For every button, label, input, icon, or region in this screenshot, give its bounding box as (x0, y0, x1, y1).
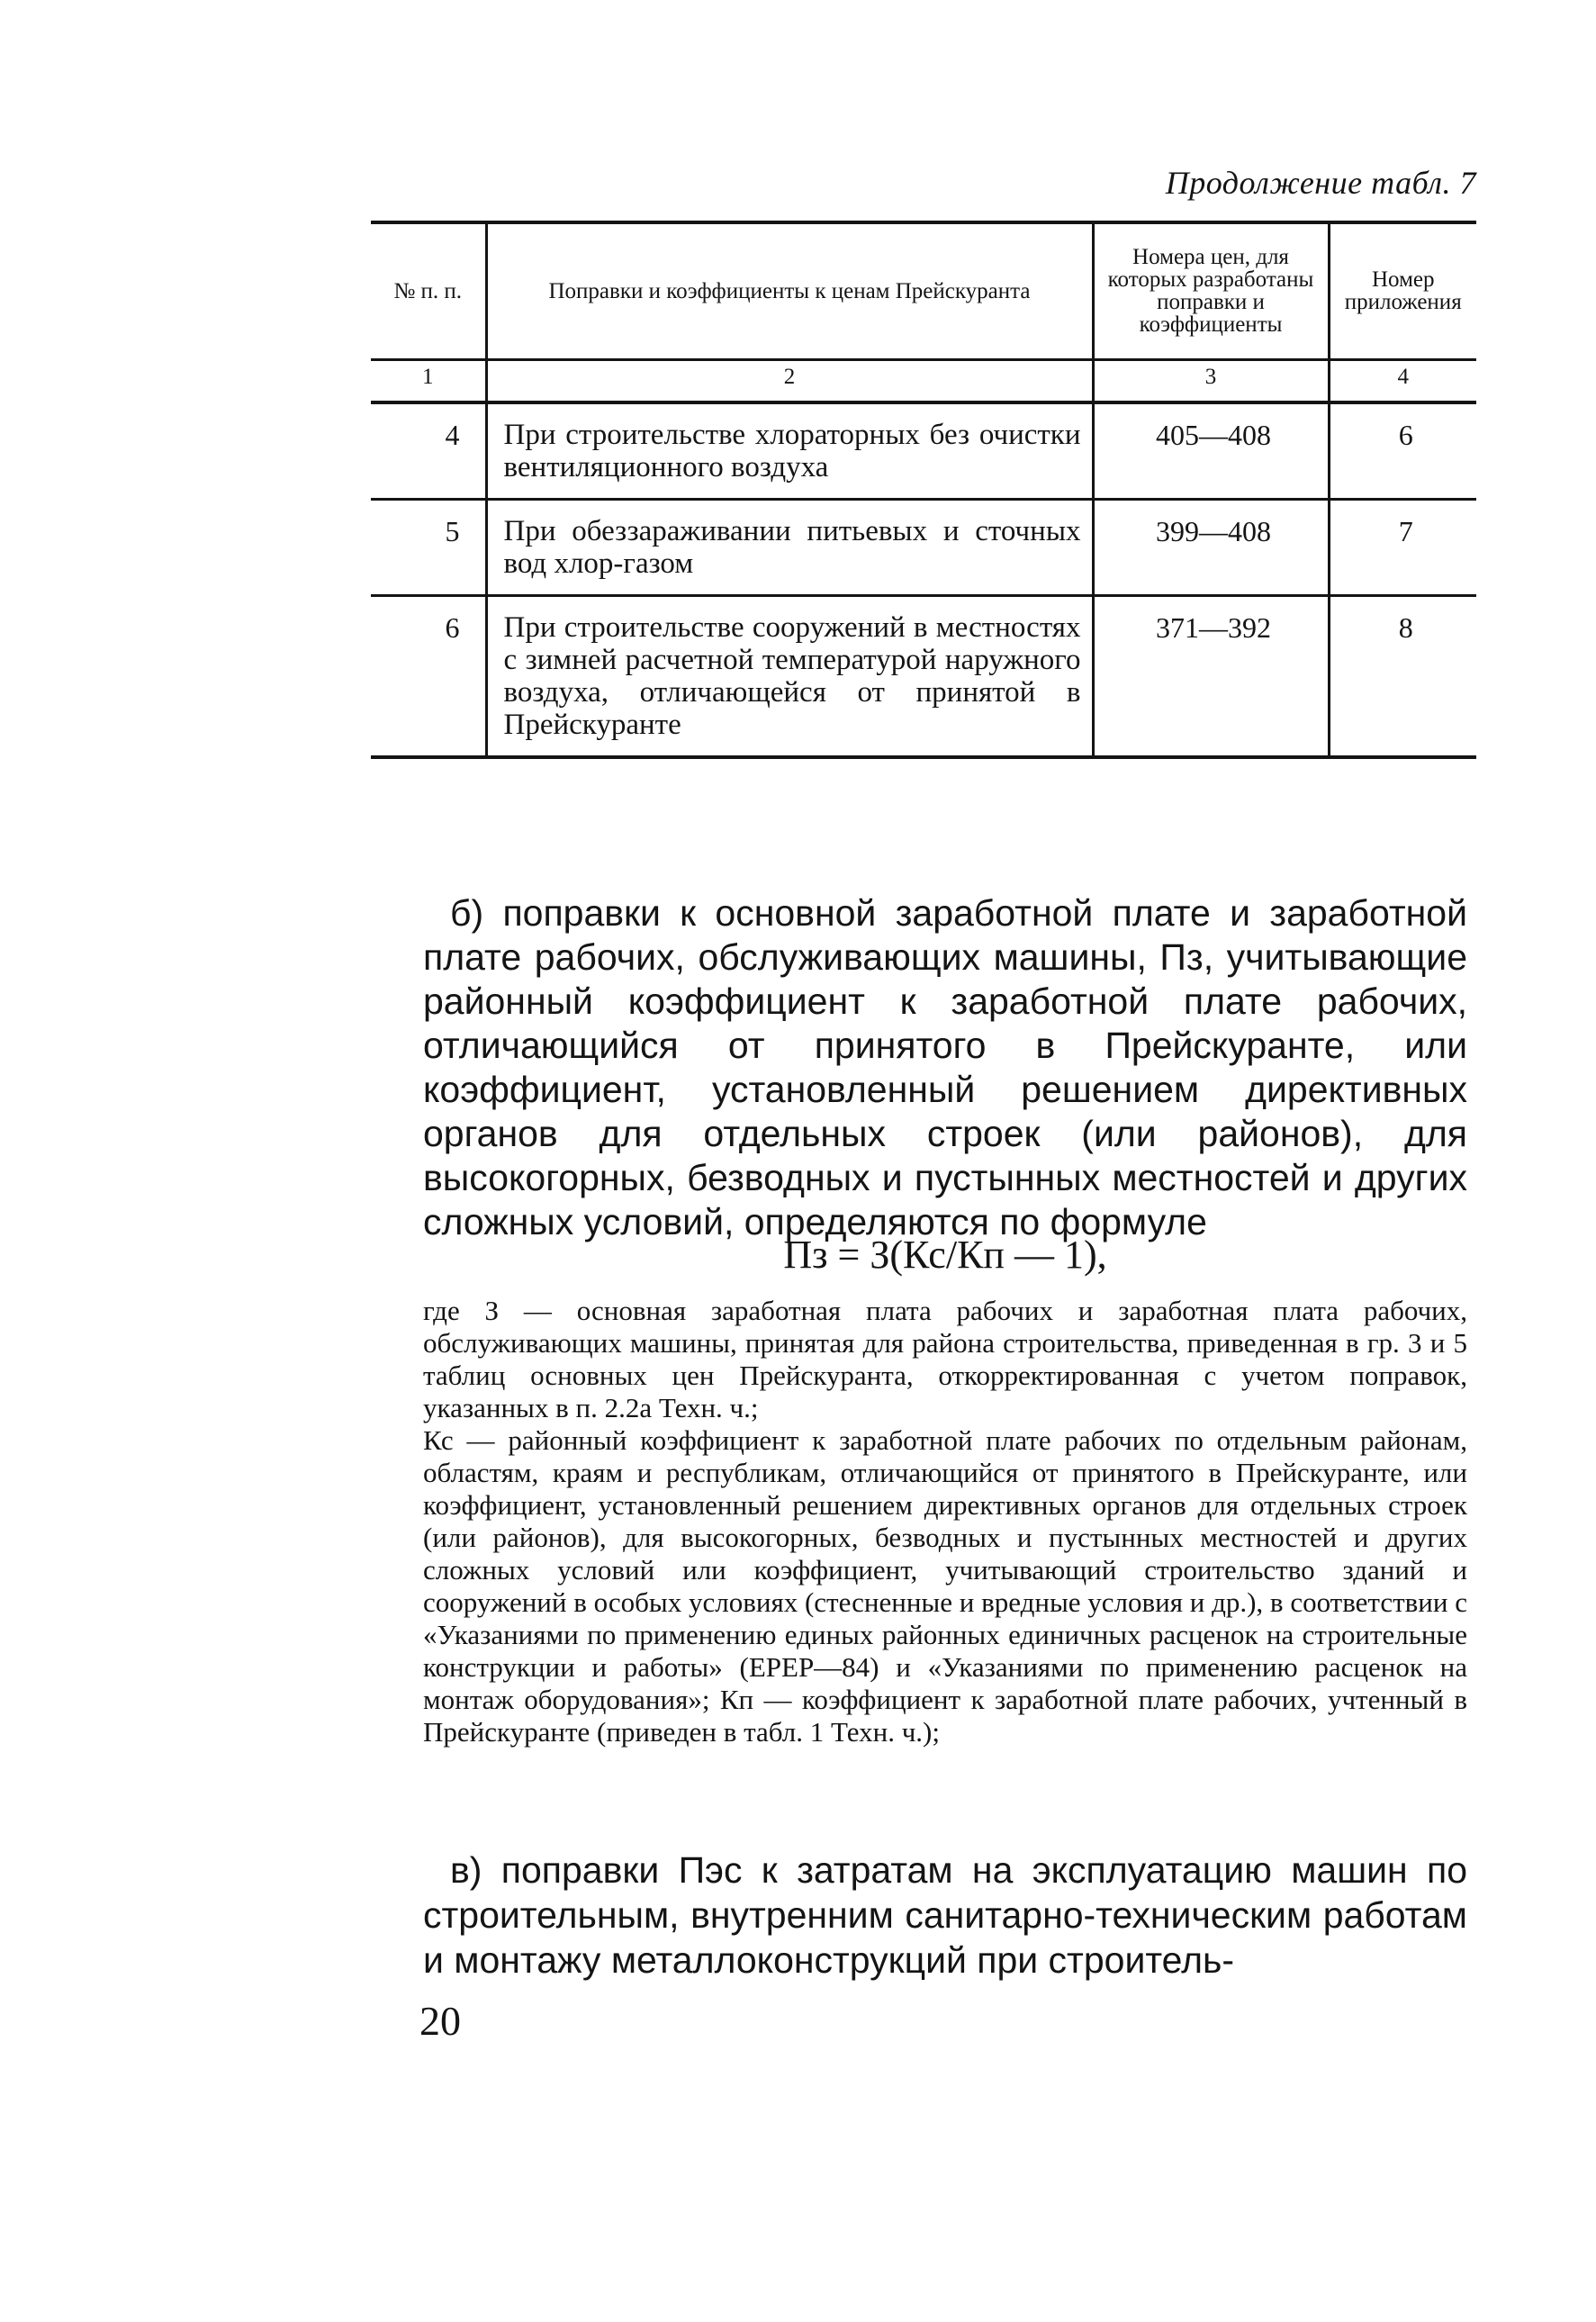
table-continuation-caption: Продолжение табл. 7 (1165, 165, 1476, 201)
row-number: 5 (371, 500, 486, 596)
column-header-corrections: Поправки и коэффициенты к ценам Прейскуранта (486, 222, 1093, 359)
paragraph-b: б) поправки к основной заработной плате и заработной плате рабочих, обслуживающих машины, Пз, учитывающие районный коэффициент к заработной плате рабочих, отличающийся от принятого в Прейскуранте, или коэффициент, установленный решением директивных органов для отдельных строек (или районов), для высокогорных, безводных и пустынных местностей и других сложных условий, определяются по формуле (423, 892, 1467, 1242)
table-header-row (371, 222, 1476, 359)
row-price-numbers: 399—408 (1093, 500, 1329, 596)
note-k-definition: Кс — районный коэффициент к заработной плате рабочих по отдельным районам, областям, краям и республикам, отличающийся от принятого в Прейскуранте, или коэффициент, установленный решением директивных органов для отдельных строек (или районов), для высокогорных, безводных и пустынных местностей и других сложных условий или коэффициент, учитывающий строительство зданий и сооружений в особых условиях (стесненные и вредные условия и др.), в соответствии с «Указаниями по применению единых районных единичных расценок на строительные конструкции и работы» (ЕРЕР—84) и «Указаниями по применению расценок на монтаж оборудования»; Кп — коэффициент к заработной плате рабочих, учтенный в Прейскуранте (приведен в табл. 1 Техн. ч.); (423, 1424, 1467, 1748)
row-price-numbers: 405—408 (1093, 402, 1329, 500)
row-appendix-number: 8 (1329, 596, 1476, 758)
column-number-3: 3 (1093, 359, 1329, 402)
table-column-numbers-row (371, 359, 1476, 402)
table-row (371, 596, 1476, 758)
row-number: 4 (371, 402, 486, 500)
row-number: 6 (371, 596, 486, 758)
column-header-price-numbers: Номера цен, для которых разработаны поправки и коэффициенты (1093, 222, 1329, 359)
column-number-4: 4 (1329, 359, 1476, 402)
table-row (371, 402, 1476, 500)
row-description: При строительстве сооружений в местностях с зимней расчетной температурой наружного воздуха, отличающейся от принятой в Прейскуранте (486, 596, 1093, 758)
prices-table (371, 221, 1476, 759)
row-description: При обеззараживании питьевых и сточных вод хлор-газом (486, 500, 1093, 596)
column-number-1: 1 (371, 359, 486, 402)
table-row (371, 500, 1476, 596)
formula-explanation (423, 1295, 1467, 1748)
note-z-definition: где З — основная заработная плата рабочих и заработная плата рабочих, обслуживающих машины, принятая для района строительства, приведенная в гр. 3 и 5 таблиц основных цен Прейскуранта, откорректированная с учетом поправок, указанных в п. 2.2а Техн. ч.; (423, 1295, 1467, 1423)
row-description: При строительстве хлораторных без очистки вентиляционного воздуха (486, 402, 1093, 500)
page-number: 20 (419, 1998, 461, 2044)
column-header-number: № п. п. (371, 222, 486, 359)
row-price-numbers: 371—392 (1093, 596, 1329, 758)
column-number-2: 2 (486, 359, 1093, 402)
formula: Пз = З(Кс/Кп — 1), (783, 1233, 1107, 1277)
corrections-table (371, 221, 1476, 759)
row-appendix-number: 7 (1329, 500, 1476, 596)
paragraph-v: в) поправки Пэс к затратам на эксплуатацию машин по строительным, внутренним санитарно-техническим работам и монтажу металлоконструкций при строитель- (423, 1849, 1467, 1981)
column-header-appendix: Номер приложения (1329, 222, 1476, 359)
row-appendix-number: 6 (1329, 402, 1476, 500)
